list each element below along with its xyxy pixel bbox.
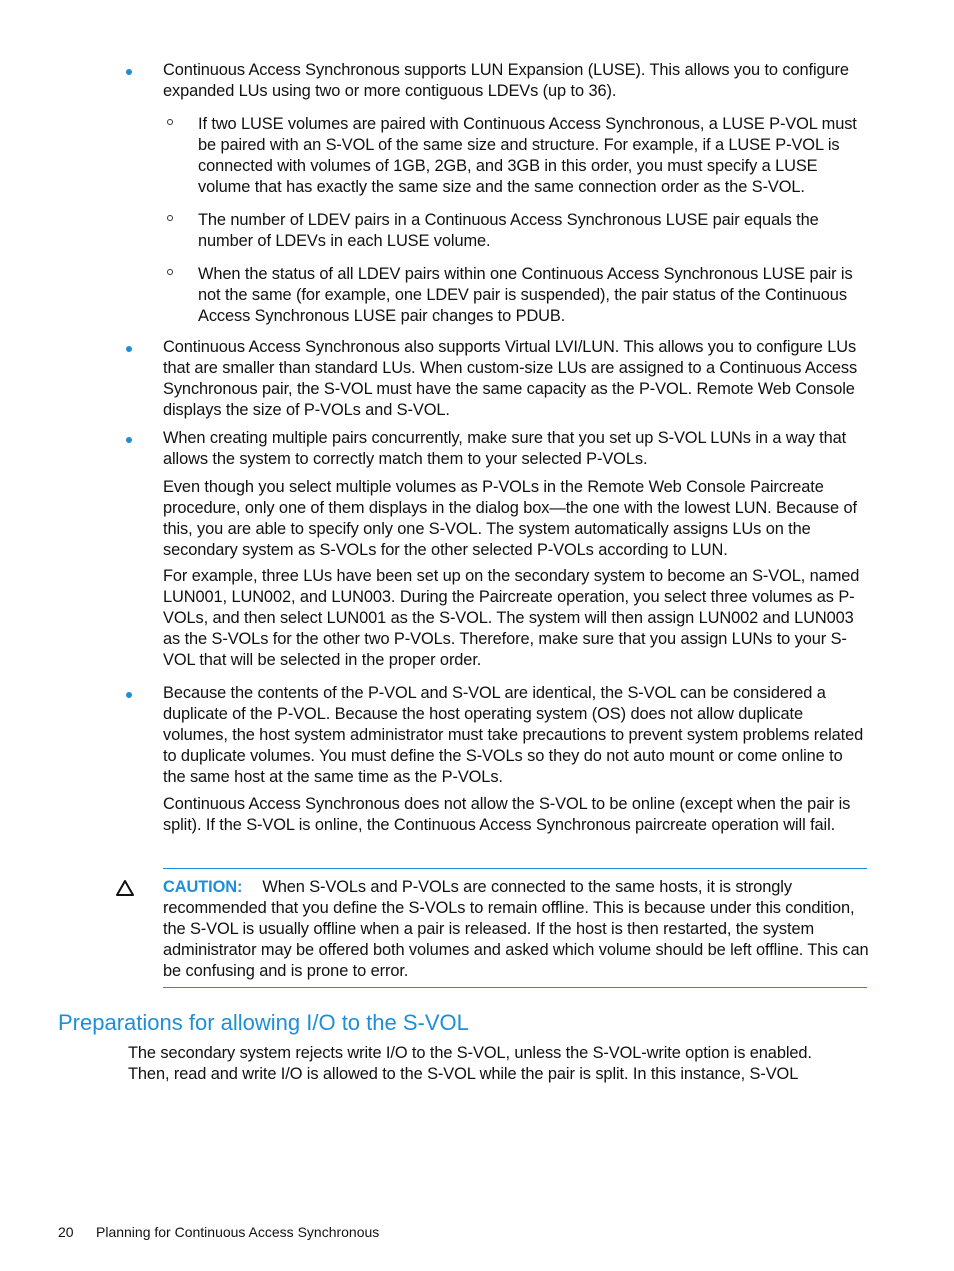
sub-item-luse-pairing bbox=[198, 114, 869, 198]
sub-item-text: The number of LDEV pairs in a Continuous Access Synchronous LUSE pair equals the number of LDEVs in each LUSE volume. bbox=[198, 211, 819, 250]
caution-label: CAUTION: bbox=[163, 878, 243, 896]
sub-bullet-icon bbox=[167, 269, 173, 275]
section-body bbox=[128, 1043, 848, 1085]
sub-item-text: When the status of all LDEV pairs within one Continuous Access Synchronous LUSE pair is not the same (for example, one LDEV pair is suspended), the pair status of the Continuous Access Synchronous LUSE pair changes to PDUB. bbox=[198, 265, 853, 325]
bullet-icon bbox=[126, 437, 132, 443]
bullet-text: Because the contents of the P-VOL and S-VOL are identical, the S-VOL can be considered a duplicate of the P-VOL. Because the host operating system (OS) does not allow duplicate volumes, the host system administrator must take precautions to prevent system problems related to duplicate volumes. You must define the S-VOLs so they do not auto mount or come online to the same host at the same time as the P-VOLs. bbox=[163, 684, 864, 786]
bullet-item-duplicate-volumes bbox=[163, 683, 869, 788]
bullet-item-virtual-lvi bbox=[163, 337, 869, 421]
bullet-icon bbox=[126, 692, 132, 698]
sub-item-ldev-count bbox=[198, 210, 869, 252]
paragraph-text: Continuous Access Synchronous does not allow the S-VOL to be online (except when the pair is split). If the S-VOL is online, the Continuous Access Synchronous paircreate operation will fail. bbox=[163, 795, 851, 834]
bullet-item-multiple-pairs bbox=[163, 428, 869, 470]
sub-bullet-icon bbox=[167, 119, 173, 125]
bullet-text: When creating multiple pairs concurrently, make sure that you set up S-VOL LUNs in a way that allows the system to correctly match them to your selected P-VOLs. bbox=[163, 429, 847, 468]
page-number: 20 bbox=[58, 1224, 74, 1240]
section-heading: Preparations for allowing I/O to the S-VOL bbox=[58, 1010, 469, 1035]
caution-triangle-icon bbox=[115, 879, 135, 897]
bullet-item-luse bbox=[163, 60, 869, 102]
paragraph-text: Even though you select multiple volumes as P-VOLs in the Remote Web Console Paircreate procedure, only one of them displays in the dialog box—the one with the lowest LUN. Because of this, you are able to specify only one S-VOL. The system automatically assigns LUs on the secondary system as S-VOLs for the other selected P-VOLs according to LUN. bbox=[163, 478, 857, 559]
caution-paragraph bbox=[163, 877, 869, 982]
bullet-text: Continuous Access Synchronous supports LUN Expansion (LUSE). This allows you to configure expanded LUs using two or more contiguous LDEVs (up to 36). bbox=[163, 61, 849, 100]
sub-bullet-icon bbox=[167, 215, 173, 221]
page-footer bbox=[58, 1222, 379, 1242]
paragraph-lowest-lun bbox=[163, 477, 869, 561]
paragraph-text: For example, three LUs have been set up on the secondary system to become an S-VOL, named LUN001, LUN002, and LUN003. During the Paircreate operation, you select three volumes as P-VOLs, and then select LUN001 as the S-VOL. The system will then assign LUN002 and LUN003 as the S-VOLs for the other two P-VOLs. Therefore, make sure that you assign LUNs to your S-VOL that will be selected in the proper order. bbox=[163, 567, 860, 669]
paragraph-lun-example bbox=[163, 566, 869, 671]
bullet-text: Continuous Access Synchronous also supports Virtual LVI/LUN. This allows you to configure LUs that are smaller than standard LUs. When custom-size LUs are assigned to a Continuous Access Synchronous pair, the S-VOL must have the same capacity as the P-VOL. Remote Web Console displays the size of P-VOLs and S-VOL. bbox=[163, 338, 858, 419]
caution-box bbox=[163, 868, 867, 988]
bullet-icon bbox=[126, 346, 132, 352]
paragraph-svol-online bbox=[163, 794, 869, 836]
footer-title: Planning for Continuous Access Synchronous bbox=[96, 1224, 380, 1240]
bullet-icon bbox=[126, 69, 132, 75]
section-body-text: The secondary system rejects write I/O to the S-VOL, unless the S-VOL-write option is enabled. Then, read and write I/O is allowed to the S-VOL while the pair is split. In this instance, S-VOL bbox=[128, 1044, 812, 1083]
caution-text: When S-VOLs and P-VOLs are connected to the same hosts, it is strongly recommended that you define the S-VOLs to remain offline. This is because under this condition, the S-VOL is usually offline when a pair is released. If the host is then restarted, the system administrator may be offered both volumes and asked which volume should be left offline. This can be confusing and is prone to error. bbox=[163, 878, 869, 980]
sub-item-pdub-status bbox=[198, 264, 869, 327]
sub-item-text: If two LUSE volumes are paired with Continuous Access Synchronous, a LUSE P-VOL must be paired with an S-VOL of the same size and structure. For example, if a LUSE P-VOL is connected with volumes of 1GB, 2GB, and 3GB in this order, you must specify a LUSE volume that has exactly the same size and the same connection order as the S-VOL. bbox=[198, 115, 857, 196]
